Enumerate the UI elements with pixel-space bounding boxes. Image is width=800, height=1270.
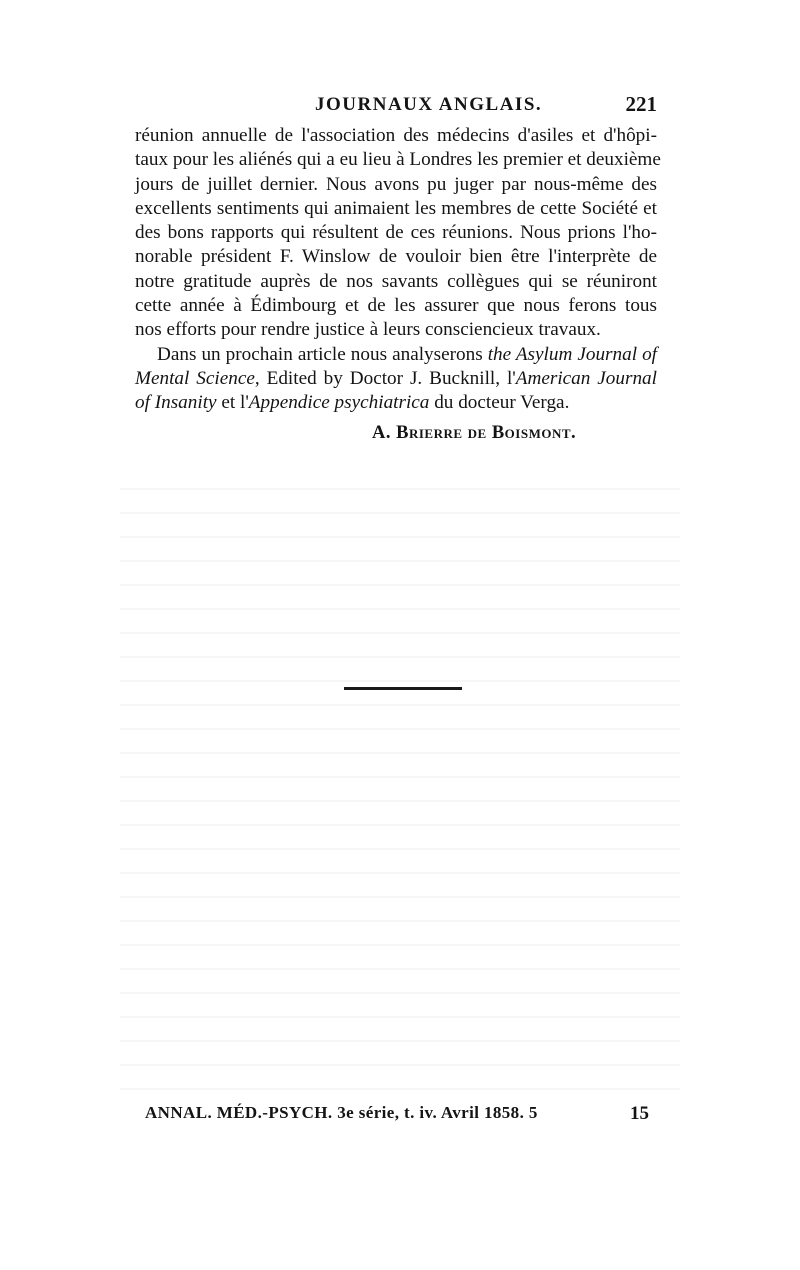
text-line: jours de juillet dernier. Nous avons pu juger par nous-même des [135, 173, 657, 195]
running-title: JOURNAUX ANGLAIS. [315, 94, 543, 115]
journal-title: Appendice psychiatrica [248, 392, 430, 414]
paragraph-2 [135, 343, 657, 416]
text-line: cette année à Édimbourg et de les assurer que nous ferons tous [135, 295, 657, 317]
text-line: réunion annuelle de l'association des médecins d'asiles et d'hôpi- [135, 125, 657, 146]
page-number: 221 [625, 92, 657, 116]
journal-title: Mental Science [135, 367, 255, 389]
text-line [135, 343, 657, 367]
text-line [135, 391, 657, 415]
text-run: et l' [216, 392, 249, 414]
section-separator [344, 687, 462, 690]
text-line: taux pour les aliénés qui a eu lieu à Londres les premier et deuxième [135, 149, 661, 171]
show-through-texture [120, 470, 680, 1090]
journal-title: American Journal [515, 367, 657, 389]
text-run: , Edited by Doctor J. Bucknill, l' [254, 367, 516, 389]
signature-mark: 15 [630, 1103, 649, 1124]
text-line [135, 367, 657, 391]
text-line: des bons rapports qui résultent de ces réunions. Nous prions l'ho- [135, 222, 657, 244]
text-line: nos efforts pour rendre justice à leurs consciencieux travaux. [135, 319, 601, 341]
text-line: norable président F. Winslow de vouloir bien être l'interprète de [135, 246, 657, 268]
journal-title: of Insanity [135, 392, 217, 414]
text-line: notre gratitude auprès de nos savants collègues qui se réuniront [135, 270, 657, 292]
paragraph-1 [135, 124, 661, 343]
author-signature: A. Brierre de Boismont. [372, 423, 577, 443]
page-header [135, 88, 657, 120]
text-run: Dans un prochain article nous analyserons [157, 343, 488, 365]
text-run: du docteur Verga. [429, 392, 570, 414]
page-footer [145, 1103, 657, 1133]
footer-imprint: ANNAL. MÉD.-PSYCH. 3e série, t. iv. Avril 1858. 5 [145, 1103, 538, 1122]
body-text [135, 124, 661, 416]
journal-title: the Asylum Journal of [487, 343, 657, 365]
text-line: excellents sentiments qui animaient les membres de cette Société et [135, 197, 657, 219]
